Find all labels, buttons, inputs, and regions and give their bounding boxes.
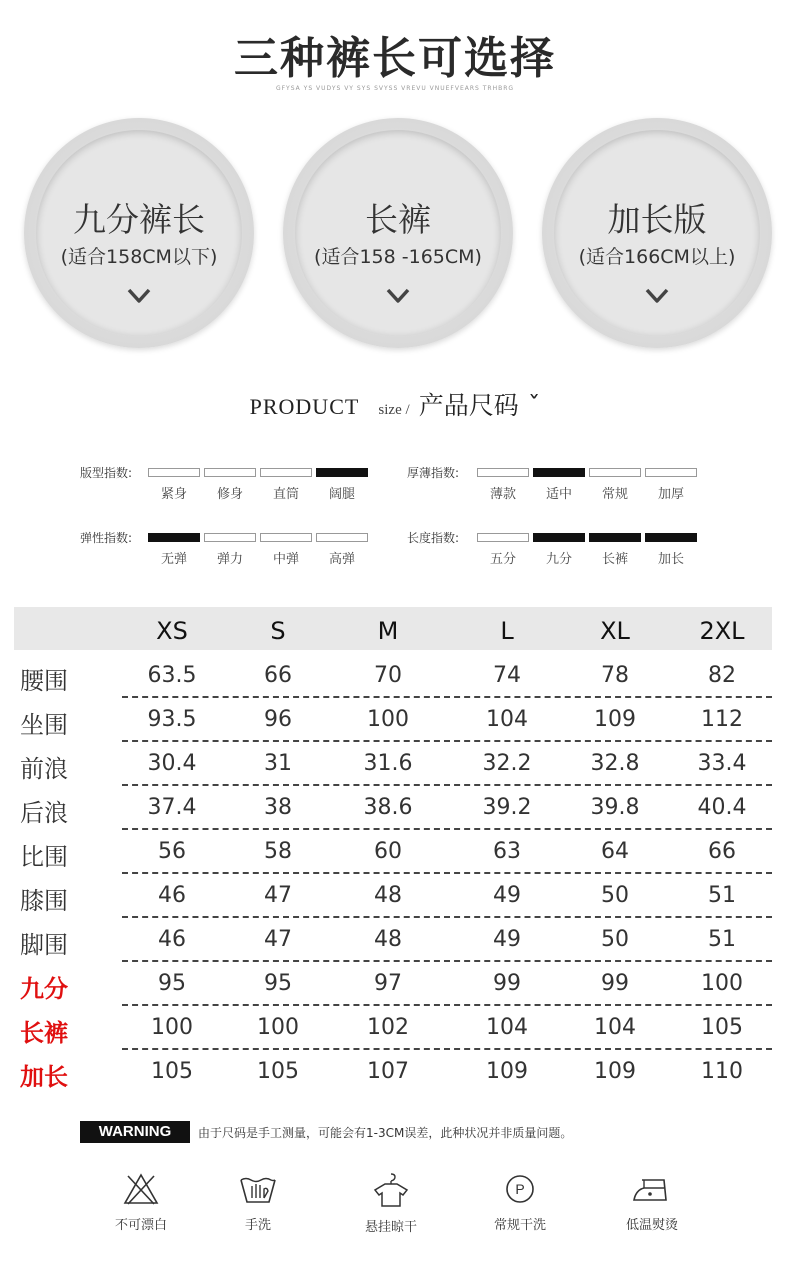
index-segment xyxy=(589,533,641,542)
table-cell: 50 xyxy=(601,883,629,908)
index-option-label: 长裤 xyxy=(601,552,628,567)
index-option-label: 适中 xyxy=(545,487,572,502)
table-cell: 78 xyxy=(601,663,629,688)
care-label: 常规干洗 xyxy=(493,1218,546,1233)
index-row-1 xyxy=(80,468,380,500)
index-option-label: 五分 xyxy=(489,552,516,567)
row-divider xyxy=(122,960,772,962)
length-option-3 xyxy=(542,118,772,348)
chevron-down-icon xyxy=(283,286,513,310)
index-option-label: 加长 xyxy=(657,552,684,567)
length-option-name: 长裤 xyxy=(365,200,431,239)
table-row xyxy=(14,699,772,743)
size-header-2xl: 2XL xyxy=(699,617,745,645)
table-cell: 105 xyxy=(151,1059,193,1084)
index-row-4 xyxy=(407,533,707,565)
warning-text: 由于尺码是手工测量，可能会有1-3CM误差，此种状况并非质量问题。 xyxy=(198,1126,573,1140)
index-option-label: 紧身 xyxy=(160,487,187,502)
row-label: 后浪 xyxy=(20,799,68,827)
table-cell: 32.8 xyxy=(590,751,640,776)
row-label: 腰围 xyxy=(20,667,68,695)
index-label: 版型指数: xyxy=(80,466,133,480)
table-cell: 97 xyxy=(374,971,402,996)
table-cell: 48 xyxy=(374,883,402,908)
index-label: 弹性指数: xyxy=(80,531,133,545)
table-row xyxy=(14,963,772,1007)
table-cell: 66 xyxy=(264,663,292,688)
length-option-name: 加长版 xyxy=(607,200,707,239)
table-cell: 100 xyxy=(701,971,743,996)
index-segment xyxy=(316,468,368,477)
warning-badge: WARNING xyxy=(80,1121,190,1143)
dry-clean-icon xyxy=(465,1172,575,1206)
row-divider xyxy=(122,740,772,742)
product-heading-mark: ˇ xyxy=(527,391,541,420)
index-option-label: 阔腿 xyxy=(328,487,355,502)
chevron-down-icon xyxy=(24,286,254,310)
row-divider xyxy=(122,828,772,830)
index-segment xyxy=(645,533,697,542)
index-label: 厚薄指数: xyxy=(407,466,460,480)
table-cell: 100 xyxy=(151,1015,193,1040)
page-subtitle: GFYSA YS VUDYS VY SYS SVYSS VREVU VNUEFVEARS TRHBRG xyxy=(275,85,515,92)
hand-wash-icon xyxy=(203,1172,313,1206)
index-option-label: 直筒 xyxy=(272,487,299,502)
length-option-note: (适合166CM以上) xyxy=(578,246,736,268)
care-label: 低温熨烫 xyxy=(625,1218,678,1233)
table-cell: 104 xyxy=(486,1015,528,1040)
length-option-note: (适合158CM以下) xyxy=(60,246,218,268)
table-cell: 104 xyxy=(594,1015,636,1040)
product-heading-size: size / xyxy=(378,402,410,418)
table-cell: 95 xyxy=(264,971,292,996)
table-cell: 58 xyxy=(264,839,292,864)
table-cell: 110 xyxy=(701,1059,743,1084)
table-cell: 48 xyxy=(374,927,402,952)
table-row xyxy=(14,1051,772,1095)
svg-text:P: P xyxy=(515,1181,525,1197)
care-item xyxy=(86,1172,196,1233)
index-segment xyxy=(316,533,368,542)
index-segment xyxy=(260,533,312,542)
table-cell: 95 xyxy=(158,971,186,996)
table-cell: 46 xyxy=(158,883,186,908)
length-option-name: 九分裤长 xyxy=(73,200,205,239)
table-cell: 39.8 xyxy=(590,795,640,820)
table-cell: 66 xyxy=(708,839,736,864)
table-cell: 32.2 xyxy=(482,751,532,776)
row-label: 加长 xyxy=(20,1063,68,1091)
table-cell: 82 xyxy=(708,663,736,688)
index-segment xyxy=(533,468,585,477)
care-label: 悬挂晾干 xyxy=(364,1220,417,1235)
index-segment xyxy=(148,533,200,542)
product-heading-cn: 产品尺码 xyxy=(418,391,519,420)
table-cell: 49 xyxy=(493,883,521,908)
index-segment xyxy=(204,468,256,477)
table-cell: 99 xyxy=(601,971,629,996)
care-label: 不可漂白 xyxy=(114,1218,167,1233)
row-divider xyxy=(122,1004,772,1006)
table-row xyxy=(14,787,772,831)
hang-dry-icon xyxy=(336,1172,446,1208)
no-bleach-icon xyxy=(86,1172,196,1206)
table-cell: 37.4 xyxy=(147,795,197,820)
table-cell: 40.4 xyxy=(697,795,747,820)
care-item xyxy=(597,1172,707,1233)
page-title: 三种裤长可选择 xyxy=(234,33,556,84)
size-table-header xyxy=(14,607,772,650)
row-divider xyxy=(122,872,772,874)
index-option-label: 无弹 xyxy=(160,552,187,567)
index-row-2 xyxy=(407,468,707,500)
length-option-note: (适合158 -165CM) xyxy=(314,246,482,268)
table-cell: 63.5 xyxy=(147,663,197,688)
table-cell: 74 xyxy=(493,663,521,688)
row-label: 九分 xyxy=(20,975,68,1003)
table-cell: 33.4 xyxy=(697,751,747,776)
table-cell: 100 xyxy=(257,1015,299,1040)
table-row xyxy=(14,831,772,875)
row-label: 比围 xyxy=(20,843,68,871)
size-header-s: S xyxy=(270,617,286,645)
table-cell: 64 xyxy=(601,839,629,864)
table-cell: 38 xyxy=(264,795,292,820)
table-cell: 50 xyxy=(601,927,629,952)
table-cell: 102 xyxy=(367,1015,409,1040)
index-option-label: 常规 xyxy=(601,487,628,502)
table-cell: 31.6 xyxy=(363,751,413,776)
row-divider xyxy=(122,916,772,918)
product-size-heading xyxy=(0,386,790,422)
low-iron-icon xyxy=(597,1172,707,1206)
size-header-xl: XL xyxy=(600,617,630,645)
table-cell: 105 xyxy=(701,1015,743,1040)
table-cell: 104 xyxy=(486,707,528,732)
table-cell: 51 xyxy=(708,927,736,952)
table-cell: 93.5 xyxy=(147,707,197,732)
index-segment xyxy=(645,468,697,477)
table-cell: 47 xyxy=(264,883,292,908)
size-header-xs: XS xyxy=(156,617,188,645)
row-label: 前浪 xyxy=(20,755,68,783)
table-cell: 63 xyxy=(493,839,521,864)
table-cell: 107 xyxy=(367,1059,409,1084)
table-cell: 60 xyxy=(374,839,402,864)
index-option-label: 九分 xyxy=(545,552,572,567)
row-divider xyxy=(122,1048,772,1050)
table-cell: 46 xyxy=(158,927,186,952)
index-segment xyxy=(533,533,585,542)
table-row xyxy=(14,743,772,787)
table-row xyxy=(14,919,772,963)
care-item xyxy=(465,1172,575,1233)
care-item xyxy=(203,1172,313,1233)
row-label: 长裤 xyxy=(20,1019,68,1047)
table-cell: 99 xyxy=(493,971,521,996)
chevron-down-icon xyxy=(542,286,772,310)
row-label: 坐围 xyxy=(20,711,68,739)
row-divider xyxy=(122,696,772,698)
table-row xyxy=(14,875,772,919)
table-cell: 105 xyxy=(257,1059,299,1084)
table-cell: 96 xyxy=(264,707,292,732)
index-segment xyxy=(477,468,529,477)
table-cell: 109 xyxy=(594,707,636,732)
index-segment xyxy=(148,468,200,477)
index-option-label: 弹力 xyxy=(216,552,243,567)
table-cell: 70 xyxy=(374,663,402,688)
product-heading-en: PRODUCT xyxy=(249,394,360,419)
table-cell: 51 xyxy=(708,883,736,908)
index-option-label: 薄款 xyxy=(489,487,516,502)
row-label: 脚围 xyxy=(20,931,68,959)
size-header-l: L xyxy=(500,617,514,645)
care-label: 手洗 xyxy=(244,1218,271,1233)
table-cell: 30.4 xyxy=(147,751,197,776)
table-row xyxy=(14,1007,772,1051)
index-segment xyxy=(204,533,256,542)
index-label: 长度指数: xyxy=(407,531,460,545)
index-option-label: 修身 xyxy=(216,487,243,502)
table-cell: 31 xyxy=(264,751,292,776)
index-segment xyxy=(477,533,529,542)
size-header-m: M xyxy=(377,617,399,645)
table-row xyxy=(14,655,772,699)
table-cell: 100 xyxy=(367,707,409,732)
index-option-label: 中弹 xyxy=(272,552,299,567)
index-option-label: 高弹 xyxy=(328,552,355,567)
index-row-3 xyxy=(80,533,380,565)
row-divider xyxy=(122,784,772,786)
index-segment xyxy=(260,468,312,477)
table-cell: 109 xyxy=(594,1059,636,1084)
care-item xyxy=(336,1172,446,1235)
table-cell: 47 xyxy=(264,927,292,952)
table-cell: 56 xyxy=(158,839,186,864)
index-option-label: 加厚 xyxy=(657,487,684,502)
index-segment xyxy=(589,468,641,477)
table-cell: 109 xyxy=(486,1059,528,1084)
table-cell: 49 xyxy=(493,927,521,952)
table-cell: 112 xyxy=(701,707,743,732)
length-option-2 xyxy=(283,118,513,348)
table-cell: 39.2 xyxy=(482,795,532,820)
row-label: 膝围 xyxy=(20,887,68,915)
table-cell: 38.6 xyxy=(363,795,413,820)
length-option-1 xyxy=(24,118,254,348)
